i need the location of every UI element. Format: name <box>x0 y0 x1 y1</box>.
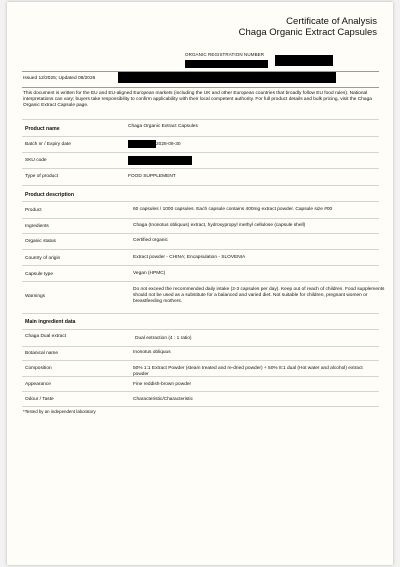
certificate-page <box>7 2 393 565</box>
redacted-registration-code <box>275 55 333 66</box>
redacted-sku-code <box>128 156 192 165</box>
ing-label-appearance: Appearance <box>25 382 51 387</box>
registration-label: ORGANIC REGISTRATION NUMBER <box>185 52 265 57</box>
product-name-row <box>22 119 379 137</box>
ing-value-composition: 50% 1:1 Extract Powder (steam treated and re-dried powder) + 50% 8:1 dual (Hot water and alcohol) extract powder <box>133 366 363 378</box>
ing-row-botanical <box>22 346 379 361</box>
desc-value-ingredients: Chaga (Inonotus obliquus) extract, hydroxypropyl methyl cellulose (capsule shell) <box>133 223 306 228</box>
product-name-label: Product name <box>25 126 60 132</box>
ing-row-extract <box>22 329 379 347</box>
desc-label-product: Product <box>25 208 42 213</box>
ing-value-appearance: Fine reddish-brown powder <box>133 382 192 387</box>
desc-label-origin: Country of origin <box>25 256 61 261</box>
desc-row-product <box>22 201 379 219</box>
desc-value-organic: Certified organic <box>133 238 168 243</box>
product-name-value: Chaga Organic Extract Capsules <box>128 124 198 129</box>
ing-row-composition <box>22 360 379 377</box>
type-row <box>22 168 379 186</box>
desc-row-ingredients <box>22 218 379 234</box>
intro-paragraph: This document is written for the EU and EU-aligned European markets (including the UK and other European countries that broadly follow EU food rules). National interpretations can vary; buyers take responsibility to confirm applicability with their local competent authority. For full product details and bulk pricing, visit the Chaga Organic Extract Capsule page. <box>23 91 372 108</box>
desc-row-capsule <box>22 265 379 282</box>
desc-row-origin <box>22 249 379 266</box>
desc-label-ingredients: Ingredients <box>25 224 49 229</box>
product-description-header <box>22 185 379 202</box>
footnote: *Tested by an independent laboratory <box>23 409 96 414</box>
ingredient-data-header <box>22 313 379 330</box>
product-subtitle: Chaga Organic Extract Capsules <box>238 27 377 38</box>
desc-value-warnings: Do not exceed the recommended daily intake (2-3 capsules per day). Keep out of reach of children. Food supplements should not be used as a substitute for a balanced and varied diet. Not suitable for children, pregnant women or breastfeeding mothers. <box>133 287 385 305</box>
ing-label-composition: Composition <box>25 366 52 371</box>
redacted-batch-number <box>128 140 156 148</box>
type-label: Type of product <box>25 174 59 179</box>
sku-row <box>22 152 379 169</box>
intro-divider <box>22 87 379 88</box>
desc-value-origin: Extract powder - CHINA; Encapsulation - SLOVENIA <box>133 255 246 260</box>
ing-label-odour: Odour / Taste <box>25 397 54 402</box>
batch-label: Batch nr / Expiry date <box>25 142 71 147</box>
ingredient-data-label: Main ingredient data <box>25 319 76 325</box>
document-title-block <box>239 16 377 38</box>
issued-date: Issued 12/2025; Updated 08/2026 <box>23 76 96 81</box>
desc-label-capsule: Capsule type <box>25 272 53 277</box>
ing-row-appearance <box>22 376 379 392</box>
ing-value-odour: Characteristic/Characteristic <box>133 397 193 402</box>
document-title: Certificate of Analysis <box>286 16 377 27</box>
redacted-issued-info <box>118 72 336 83</box>
expiry-value: 2028-09-30 <box>156 142 181 147</box>
desc-label-warnings: Warnings <box>25 294 46 299</box>
ing-value-botanical: Inonotus obliquus <box>133 350 171 355</box>
ing-label-botanical: Botanical name <box>25 351 59 356</box>
desc-label-organic: Organic status <box>25 239 56 244</box>
sku-label: SKU code <box>25 158 47 163</box>
ing-label-extract: Chaga Dual extract <box>25 334 67 339</box>
type-value: FOOD SUPPLEMENT <box>128 174 176 179</box>
desc-value-product: 60 capsules / 1000 capsules. Each capsule contains 400mg extract powder. Capsule size #00 <box>133 207 333 212</box>
ing-value-extract: Dual extraction (4 : 1 ratio) <box>135 336 192 341</box>
ing-row-odour <box>22 391 379 407</box>
desc-value-capsule: Vegan (HPMC) <box>133 271 166 276</box>
desc-row-organic <box>22 233 379 250</box>
redacted-registration-number <box>185 60 268 68</box>
batch-row <box>22 136 379 153</box>
product-description-label: Product description <box>25 192 74 198</box>
desc-row-warnings <box>22 281 385 314</box>
